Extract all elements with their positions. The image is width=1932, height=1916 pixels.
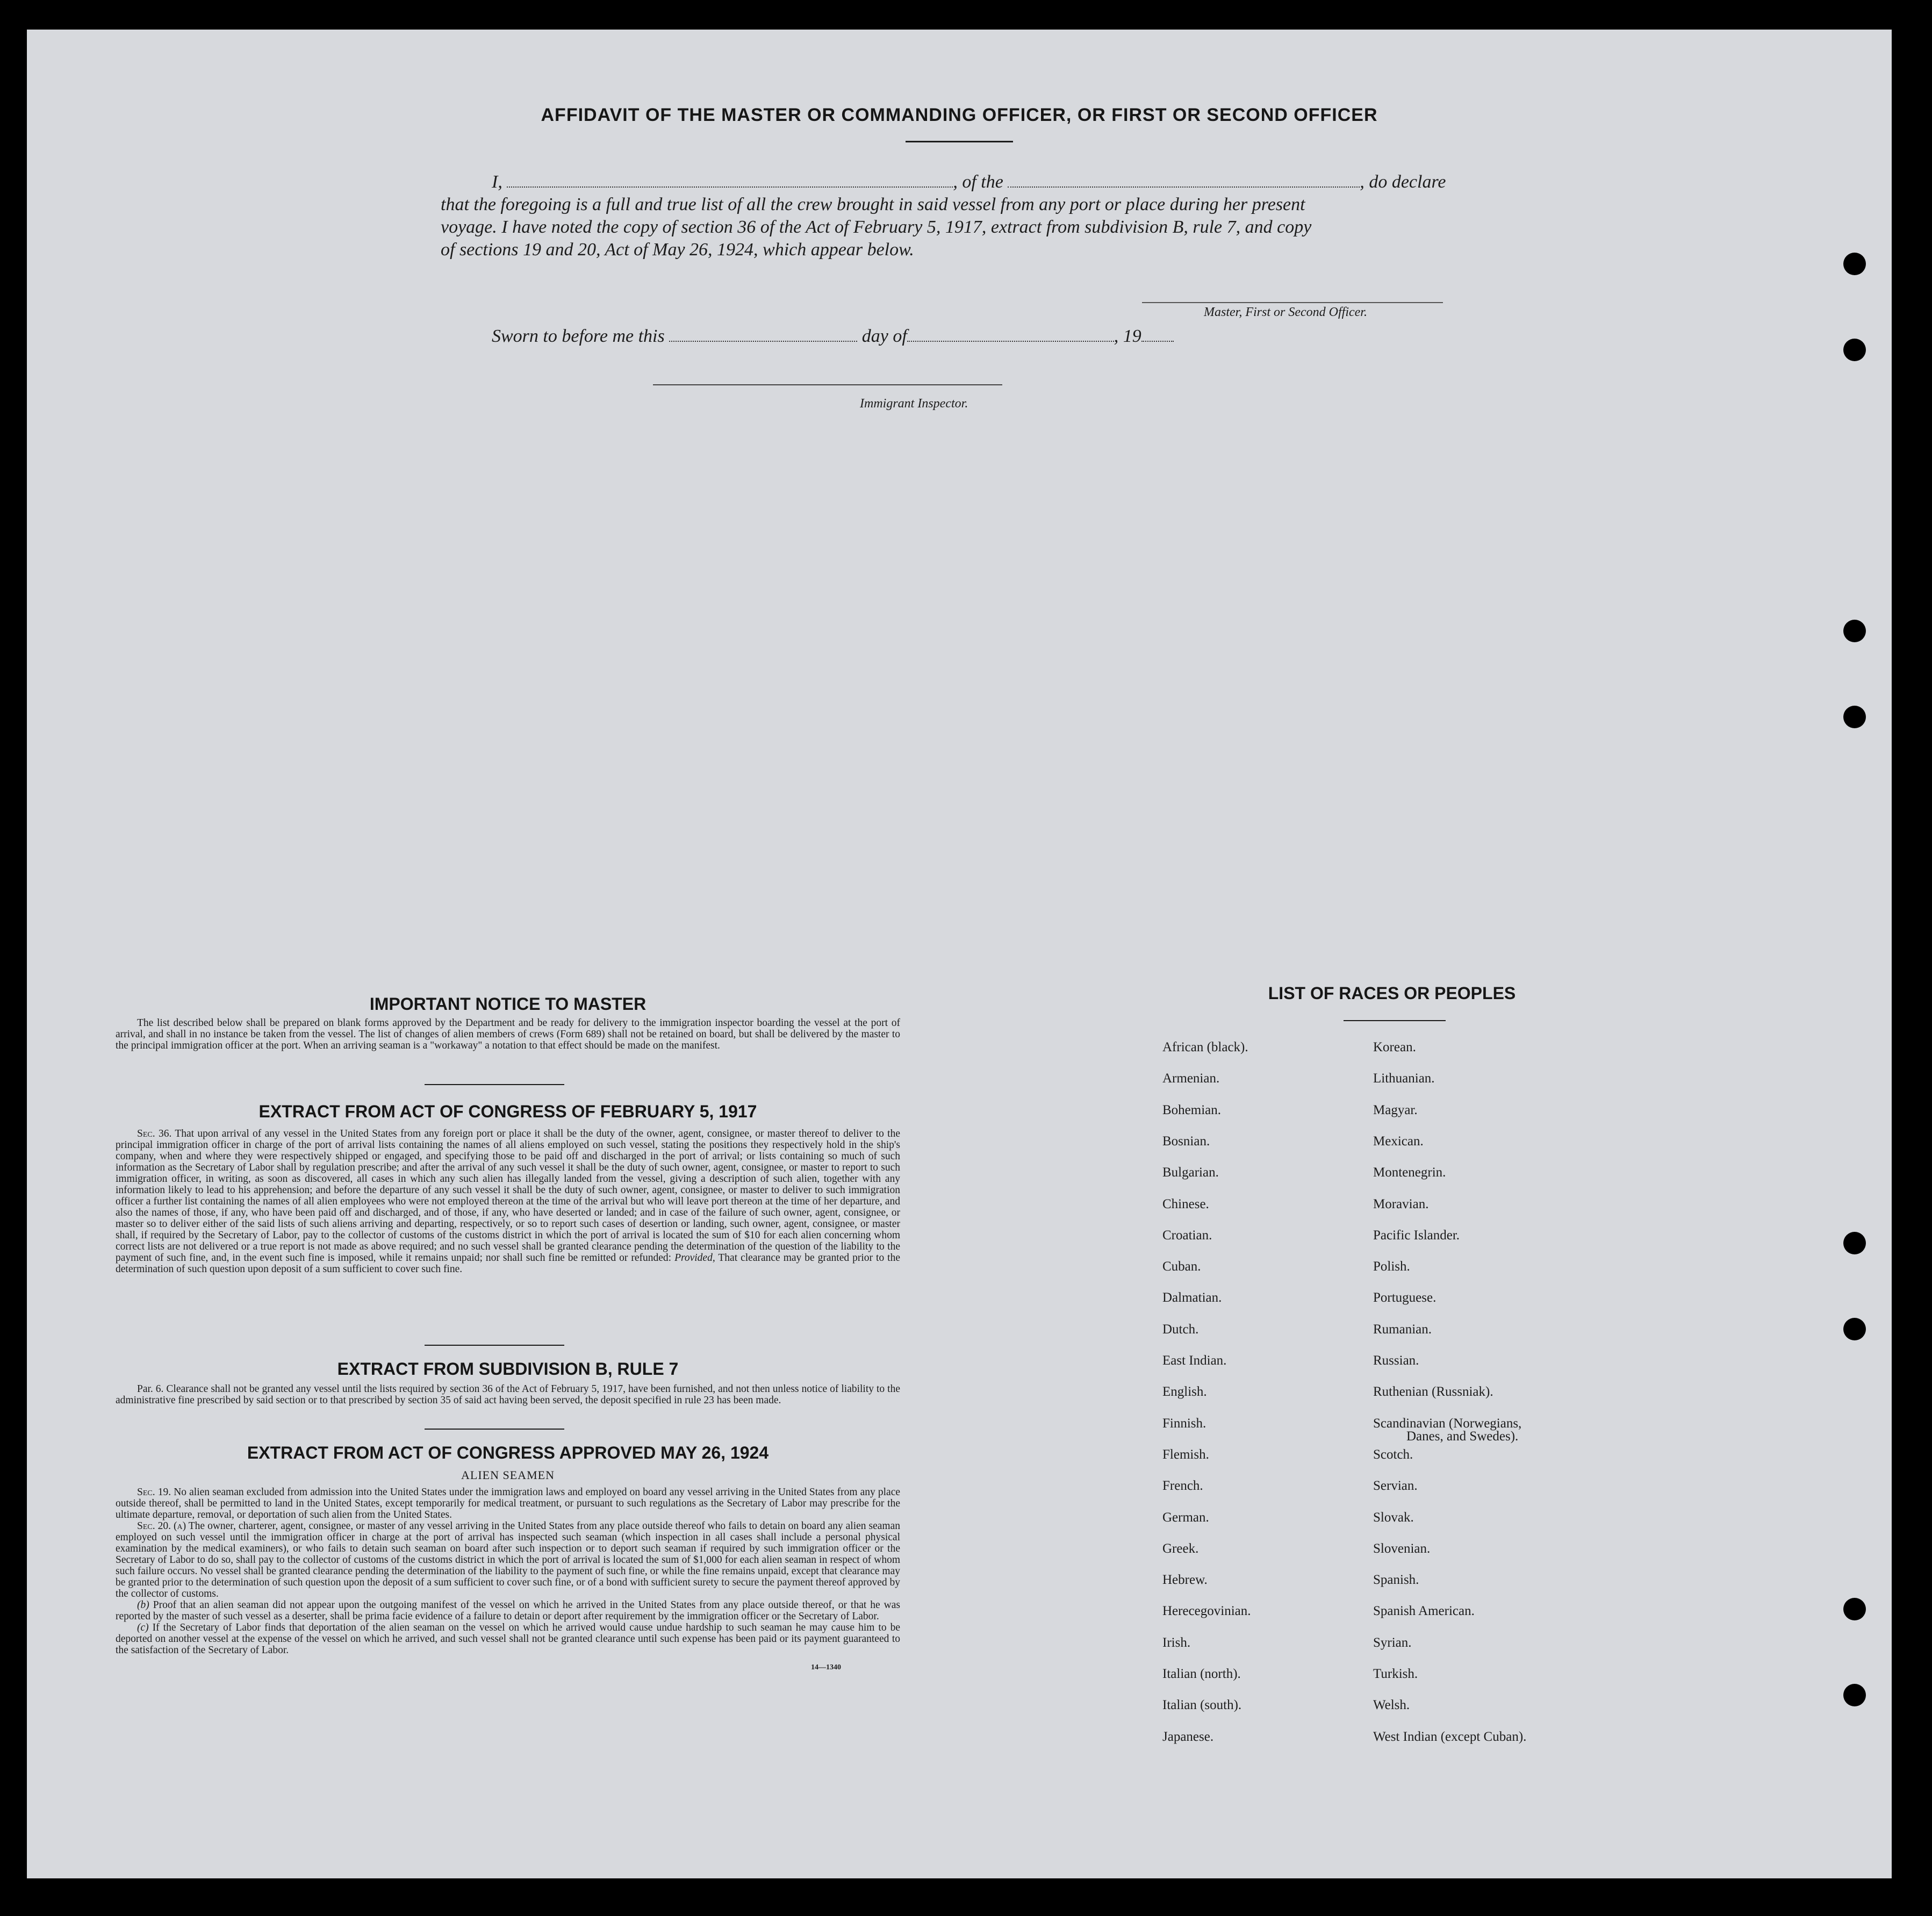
race-item: West Indian (except Cuban).	[1373, 1729, 1527, 1744]
race-item: Mexican.	[1373, 1133, 1424, 1149]
punch-hole	[1843, 1318, 1866, 1340]
punch-hole	[1843, 253, 1866, 275]
sworn-year-field[interactable]	[1141, 328, 1174, 342]
section-divider	[425, 1429, 564, 1430]
declaration-line-4: of sections 19 and 20, Act of May 26, 1924, which appear below.	[441, 240, 914, 260]
race-item: Japanese.	[1162, 1729, 1214, 1744]
year-prefix: , 19	[1114, 326, 1141, 346]
race-item: Welsh.	[1373, 1698, 1410, 1713]
declaration-pronoun: I,	[492, 172, 502, 192]
section-36-paragraph	[116, 1128, 900, 1275]
sworn-line	[492, 325, 1561, 348]
race-item: Croatian.	[1162, 1228, 1212, 1243]
race-item: Italian (south).	[1162, 1698, 1242, 1713]
paragraph-6: Par. 6. Clearance shall not be granted any vessel until the lists required by section 36 of the Act of February 5, 1917, have been furnished, and not then unless notice of liability to the administrative fine prescribed by said section or to that prescribed by section 35 of said act having been served, the deposit specified in rule 23 has been made.	[116, 1383, 900, 1406]
race-item: Bulgarian.	[1162, 1165, 1219, 1180]
race-item: Bosnian.	[1162, 1133, 1210, 1149]
race-item: English.	[1162, 1384, 1207, 1400]
race-item: Dalmatian.	[1162, 1290, 1222, 1305]
race-item: Greek.	[1162, 1541, 1199, 1556]
section-19-text: No alien seaman excluded from admission into the United States under the immigration laws and employed on board any vessel arriving in the United States from any place outside thereof, shall be permitted to land in the United States, except temporarily for medical treatment, or pursuant to such regulations as the Secretary of Labor may prescribe for the ultimate departure, removal, or deportation of such alien from the United States.	[116, 1487, 900, 1520]
race-item: Moravian.	[1373, 1196, 1429, 1211]
race-item: African (black).	[1162, 1040, 1248, 1054]
important-notice	[116, 994, 900, 1051]
master-caption: Master, First or Second Officer.	[1204, 305, 1367, 319]
race-item: Italian (north).	[1162, 1667, 1241, 1681]
race-item: Pacific Islander.	[1373, 1228, 1460, 1243]
form-number: 14—1340	[811, 1663, 841, 1671]
race-item: Turkish.	[1373, 1667, 1418, 1681]
section-20-label: Sec. 20. (a)	[137, 1520, 186, 1532]
race-item: Syrian.	[1373, 1635, 1412, 1650]
act-1924-text	[116, 1487, 900, 1656]
section-divider	[425, 1345, 564, 1346]
act-1917-title: EXTRACT FROM ACT OF CONGRESS OF FEBRUARY 5, 1917	[258, 1102, 757, 1121]
declaration-line-1	[441, 171, 1510, 193]
punch-hole	[1843, 1232, 1866, 1254]
race-item: Scandinavian (Norwegians,	[1373, 1416, 1522, 1431]
affidavit-title: AFFIDAVIT OF THE MASTER OR COMMANDING OFFICER, OR FIRST OR SECOND OFFICER	[541, 105, 1378, 125]
section-20c-text: If the Secretary of Labor finds that deportation of the alien seaman on the vessel on which he arrived would cause undue hardship to such seaman he may cause him to be deported on another vessel at the expense of the vessel on which he arrived, and such vessel shall not be granted clearance until such expense has been paid or its payment guaranteed to the satisfaction of the Secretary of Labor.	[116, 1622, 900, 1656]
notice-title: IMPORTANT NOTICE TO MASTER	[369, 994, 647, 1014]
section-20b-text: Proof that an alien seaman did not appear upon the outgoing manifest of the vessel on which he arrived in the United States from any place outside thereof, or that he was reported by the master of such vessel as a deserter, shall be prima facie evidence of a failure to detain or deport after requirement by the immigration officer or the Secretary of Labor.	[116, 1599, 900, 1622]
race-item: German.	[1162, 1510, 1209, 1525]
race-item-note: Danes, and Swedes).	[1406, 1429, 1519, 1444]
rule-7-extract	[116, 1359, 900, 1406]
race-item: French.	[1162, 1479, 1203, 1494]
section-20b-label: (b)	[137, 1599, 149, 1611]
section-20a-paragraph	[116, 1520, 900, 1599]
declaration-line-2: that the foregoing is a full and true list of all the crew brought in said vessel from any port or place during her present	[441, 195, 1305, 214]
race-item: Cuban.	[1162, 1259, 1201, 1274]
races-title-divider	[1344, 1020, 1446, 1021]
section-19-paragraph	[116, 1487, 900, 1520]
notice-text	[116, 1017, 900, 1051]
section-36-text: That upon arrival of any vessel in the United States from any foreign port or place it shall be the duty of the owner, agent, consignee, or master thereof to deliver to the principal immigration officer in charge of the port of arrival lists containing the names of all aliens employed on such vessel, stating the positions they respectively hold in the ship's company, when and where they were respectively shipped or engaged, and specifying those to be paid off and discharged in the port of arrival; or lists containing so much of such information as the Secretary of Labor shall by regulation prescribe; and after the arrival of any such vessel it shall be the duty of such owner, agent, consignee, or master to report to such immigration officer, in writing, as soon as discovered, all cases in which any such alien has illegally landed from the vessel, giving a description of such alien, together with any information likely to lead to his apprehension; and before the departure of any such vessel it shall be the duty of such owner, agent, consignee, or master to deliver to such immigration officer a further list containing the names of all alien employees who were not employed thereon at the time of the arrival but who will leave port thereon at the time of her departure, and also the names of those, if any, who have been paid off and discharged, and of those, if any, who have deserted or landed; and in case of the failure of such owner, agent, consignee, or master so to deliver either of the said lists of such aliens arriving and departing, respectively, or so to report such cases of desertion or landing, such owner, agent, consignee, or master shall, if required by the Secretary of Labor, pay to the collector of customs of the customs district in which the port of arrival is located the sum of $10 for each alien concerning whom correct lists are not delivered or a true report is not made as above required; and no such vessel shall be granted clearance pending the determination of the question of the liability to the payment of such fine, and, in the event such fine is imposed, while it remains unpaid; nor shall such fine be remitted or refunded:	[116, 1128, 900, 1264]
race-item: Servian.	[1373, 1479, 1418, 1494]
declarant-name-field[interactable]	[507, 174, 953, 188]
race-item: Armenian.	[1162, 1071, 1220, 1086]
race-item: Slovak.	[1373, 1510, 1414, 1525]
race-item: Russian.	[1373, 1353, 1419, 1368]
do-declare-text: , do declare	[1360, 172, 1446, 192]
races-title: LIST OF RACES OR PEOPLES	[1268, 984, 1516, 1003]
section-36-end: That clearance may be granted prior to the determination of such question upon deposit of a sum sufficient to cover such fine.	[116, 1252, 901, 1275]
act-1924-extract	[116, 1443, 900, 1672]
sworn-day-field[interactable]	[669, 328, 857, 342]
race-item: Chinese.	[1162, 1196, 1209, 1211]
master-signature-line[interactable]	[1142, 302, 1443, 303]
race-item: Magyar.	[1373, 1102, 1418, 1117]
race-item: Herecegovinian.	[1162, 1604, 1251, 1619]
race-item: Slovenian.	[1373, 1541, 1431, 1556]
rule-7-text	[116, 1383, 900, 1406]
day-of-text: day of	[861, 326, 907, 346]
act-1917-text	[116, 1128, 900, 1275]
race-item: Spanish.	[1373, 1573, 1419, 1588]
race-item: Hebrew.	[1162, 1573, 1208, 1588]
punch-hole	[1843, 1684, 1866, 1706]
punch-hole	[1843, 1598, 1866, 1620]
declaration-line-3: voyage. I have noted the copy of section 36 of the Act of February 5, 1917, extract from subdivision B, rule 7, and copy	[441, 217, 1312, 237]
section-36-label: Sec. 36.	[137, 1128, 172, 1139]
race-item: East Indian.	[1162, 1353, 1227, 1368]
section-20b-paragraph	[116, 1599, 900, 1622]
section-20c-label: (c)	[137, 1622, 149, 1633]
race-item: Polish.	[1373, 1259, 1410, 1274]
race-item: Irish.	[1162, 1635, 1191, 1650]
inspector-signature-line[interactable]	[653, 384, 1002, 385]
race-item: Scotch.	[1373, 1447, 1413, 1462]
race-item: Ruthenian (Russniak).	[1373, 1384, 1493, 1400]
race-item: Montenegrin.	[1373, 1165, 1446, 1180]
provided-text: Provided,	[674, 1252, 715, 1264]
alien-seamen-subtitle: ALIEN SEAMEN	[461, 1468, 555, 1482]
race-item: Bohemian.	[1162, 1102, 1222, 1117]
section-19-label: Sec. 19.	[137, 1487, 171, 1498]
race-item: Lithuanian.	[1373, 1071, 1435, 1086]
section-20c-paragraph	[116, 1622, 900, 1656]
punch-hole	[1843, 339, 1866, 361]
act-1924-title: EXTRACT FROM ACT OF CONGRESS APPROVED MAY 26, 1924	[247, 1443, 769, 1462]
race-item: Rumanian.	[1373, 1322, 1432, 1337]
punch-hole	[1843, 706, 1866, 728]
document-page	[27, 30, 1892, 1878]
race-item: Finnish.	[1162, 1416, 1206, 1431]
of-the-text: , of the	[953, 172, 1003, 192]
section-divider	[425, 1084, 564, 1085]
vessel-name-field[interactable]	[1008, 174, 1360, 188]
inspector-caption: Immigrant Inspector.	[860, 397, 968, 411]
sworn-month-field[interactable]	[907, 328, 1114, 342]
section-20a-text: The owner, charterer, agent, consignee, or master of any vessel arriving in the United States from any place outside thereof who fails to detain on board any alien seaman employed on such vessel until the immigration officer in charge at the port of arrival has inspected such seaman (which inspection in all cases shall include a personal physical examination by the medical examiners), or who fails to detain such seaman on board after such inspection or to deport such seaman if required by such immigration officer or the Secretary of Labor to do so, shall pay to the collector of customs of the customs district in which the port of arrival is located the sum of $1,000 for each alien seaman in respect of whom such failure occurs. No vessel shall be granted clearance pending the determination of the liability to the payment of such fine, or while the fine remains unpaid, except that clearance may be granted prior to the determination of such question upon the deposit of a sum sufficient to cover such fine, or of a bond with sufficient surety to secure the payment thereof approved by the collector of customs.	[116, 1520, 900, 1599]
race-item: Korean.	[1373, 1040, 1416, 1054]
sworn-text: Sworn to before me this	[492, 326, 665, 346]
race-item: Flemish.	[1162, 1447, 1209, 1462]
race-item: Portuguese.	[1373, 1290, 1437, 1305]
race-item: Spanish American.	[1373, 1604, 1475, 1619]
affidavit-declaration	[441, 171, 1510, 261]
rule-7-title: EXTRACT FROM SUBDIVISION B, RULE 7	[337, 1359, 679, 1379]
act-1917-extract	[116, 1102, 900, 1275]
notice-paragraph: The list described below shall be prepared on blank forms approved by the Department and be ready for delivery to the immigration inspector boarding the vessel at the port of arrival, and shall in no instance be taken from the vessel. The list of changes of alien members of crews (Form 689) shall not be retained on board, but shall be delivered by the master to the principal immigration officer at the port. When an arriving seaman is a "workaway" a notation to that effect should be made on the manifest.	[116, 1017, 900, 1051]
title-divider	[906, 141, 1013, 142]
race-item: Dutch.	[1162, 1322, 1199, 1337]
punch-hole	[1843, 620, 1866, 642]
